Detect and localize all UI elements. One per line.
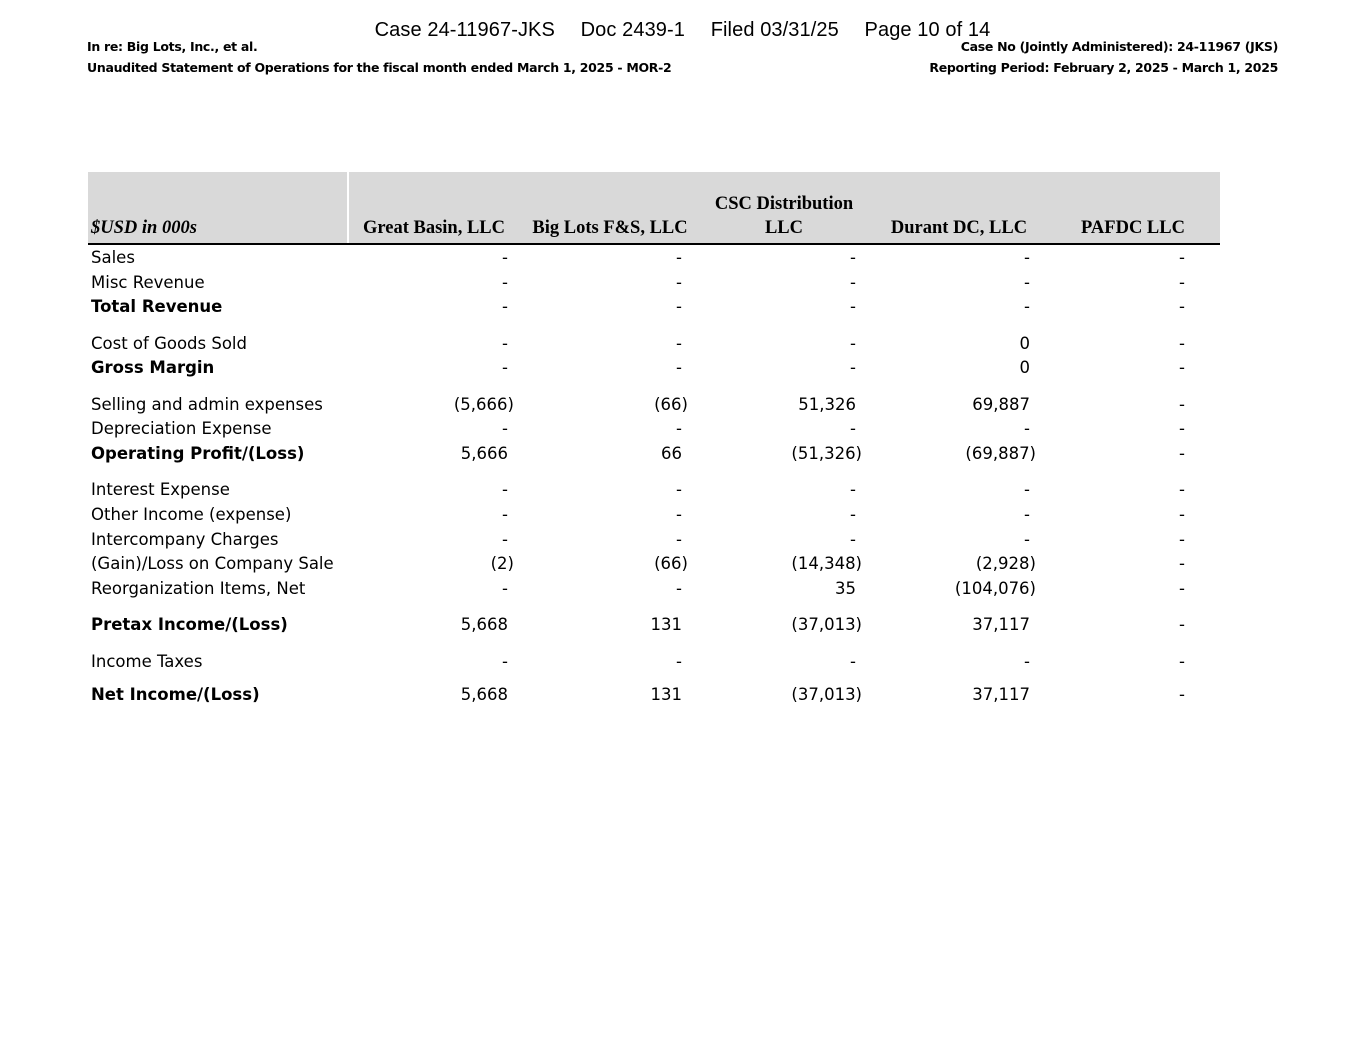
column-header-durant-dc: Durant DC, LLC <box>890 218 1028 238</box>
table-cell: 5,668 <box>460 685 508 704</box>
table-cell: 5,668 <box>460 615 508 634</box>
table-cell: - <box>1179 419 1185 438</box>
table-cell: (5,666) <box>453 395 514 414</box>
row-label: Operating Profit/(Loss) <box>91 444 305 463</box>
column-header-big-lots-fs: Big Lots F&S, LLC <box>532 218 688 238</box>
table-cell: - <box>1179 358 1185 377</box>
table-cell: 37,117 <box>972 615 1030 634</box>
row-label: (Gain)/Loss on Company Sale <box>91 554 334 573</box>
table-row <box>88 271 1220 295</box>
table-row <box>88 295 1220 319</box>
table-cell: - <box>1024 652 1030 671</box>
table-cell: - <box>502 358 508 377</box>
row-label: Interest Expense <box>91 480 230 499</box>
table-header <box>88 172 1220 245</box>
table-cell: - <box>1179 554 1185 573</box>
table-cell: - <box>502 652 508 671</box>
table-cell: - <box>850 419 856 438</box>
row-label: Misc Revenue <box>91 273 205 292</box>
table-cell: - <box>502 579 508 598</box>
table-cell: - <box>502 480 508 499</box>
table-row <box>88 246 1220 270</box>
table-row <box>88 417 1220 441</box>
row-label: Net Income/(Loss) <box>91 685 260 704</box>
table-cell: - <box>850 248 856 267</box>
table-cell: - <box>1179 579 1185 598</box>
table-cell: 66 <box>661 444 682 463</box>
table-cell: - <box>676 248 682 267</box>
table-cell: - <box>502 419 508 438</box>
row-label: Total Revenue <box>91 297 223 316</box>
table-cell: (2,928) <box>975 554 1036 573</box>
table-row <box>88 650 1220 674</box>
table-cell: 131 <box>650 615 682 634</box>
table-row <box>88 393 1220 417</box>
table-cell: (2) <box>490 554 514 573</box>
table-cell: (51,326) <box>791 444 862 463</box>
table-cell: 5,666 <box>460 444 508 463</box>
table-cell: - <box>502 530 508 549</box>
table-cell: - <box>676 505 682 524</box>
table-cell: - <box>676 297 682 316</box>
table-cell: - <box>1024 419 1030 438</box>
table-cell: - <box>1024 480 1030 499</box>
row-label: Selling and admin expenses <box>91 395 323 414</box>
column-header-csc-line2: LLC <box>764 218 804 238</box>
table-cell: - <box>850 530 856 549</box>
table-cell: - <box>676 652 682 671</box>
table-cell: - <box>850 334 856 353</box>
header-reporting-period: Reporting Period: February 2, 2025 - March 1, 2025 <box>929 60 1278 75</box>
statement-of-operations-table <box>88 172 1220 704</box>
table-cell: - <box>1024 505 1030 524</box>
column-header-pafdc: PAFDC LLC <box>1081 218 1185 238</box>
table-cell: (37,013) <box>791 615 862 634</box>
unit-label: $USD in 000s <box>91 218 197 238</box>
table-cell: 131 <box>650 685 682 704</box>
header-case-no: Case No (Jointly Administered): 24-11967 (JKS) <box>960 39 1278 54</box>
row-label: Cost of Goods Sold <box>91 334 247 353</box>
table-cell: - <box>1179 273 1185 292</box>
table-cell: - <box>676 480 682 499</box>
column-header-csc-line1: CSC Distribution <box>714 194 854 214</box>
table-cell: - <box>850 273 856 292</box>
table-row <box>88 332 1220 356</box>
table-cell: - <box>1024 530 1030 549</box>
table-cell: 69,887 <box>972 395 1030 414</box>
table-cell: - <box>1179 530 1185 549</box>
table-cell: (104,076) <box>954 579 1036 598</box>
column-header-csc-distribution <box>694 192 874 240</box>
table-cell: - <box>676 358 682 377</box>
table-cell: - <box>502 505 508 524</box>
table-cell: - <box>1024 273 1030 292</box>
table-cell: - <box>850 652 856 671</box>
column-header-great-basin: Great Basin, LLC <box>362 218 506 238</box>
table-row <box>88 683 1220 707</box>
table-cell: - <box>850 505 856 524</box>
table-cell: - <box>850 297 856 316</box>
table-cell: 0 <box>1019 358 1030 377</box>
row-label: Gross Margin <box>91 358 215 377</box>
table-cell: 51,326 <box>798 395 856 414</box>
table-cell: - <box>1179 615 1185 634</box>
table-cell: - <box>1179 297 1185 316</box>
table-cell: - <box>502 273 508 292</box>
row-label: Intercompany Charges <box>91 530 279 549</box>
table-cell: - <box>502 297 508 316</box>
table-cell: - <box>676 530 682 549</box>
table-cell: - <box>1179 652 1185 671</box>
table-cell: - <box>1179 248 1185 267</box>
row-label: Reorganization Items, Net <box>91 579 306 598</box>
table-row <box>88 577 1220 601</box>
table-row <box>88 478 1220 502</box>
table-cell: (69,887) <box>965 444 1036 463</box>
table-cell: - <box>850 480 856 499</box>
table-row <box>88 552 1220 576</box>
row-label: Sales <box>91 248 135 267</box>
table-cell: - <box>850 358 856 377</box>
table-cell: - <box>1024 248 1030 267</box>
row-label: Income Taxes <box>91 652 203 671</box>
table-cell: - <box>1179 334 1185 353</box>
table-cell: - <box>676 579 682 598</box>
header-statement-title: Unaudited Statement of Operations for the fiscal month ended March 1, 2025 - MOR-2 <box>87 60 672 75</box>
table-cell: - <box>502 248 508 267</box>
row-label: Pretax Income/(Loss) <box>91 615 288 634</box>
row-label: Depreciation Expense <box>91 419 272 438</box>
table-row <box>88 613 1220 637</box>
table-cell: - <box>1179 395 1185 414</box>
table-cell: - <box>1179 444 1185 463</box>
table-row <box>88 356 1220 380</box>
page-number: Page 10 of 14 <box>864 19 991 41</box>
table-cell: - <box>1179 685 1185 704</box>
table-cell: 35 <box>835 579 856 598</box>
table-row <box>88 442 1220 466</box>
table-cell: - <box>1179 480 1185 499</box>
table-cell: (37,013) <box>791 685 862 704</box>
table-cell: (14,348) <box>791 554 862 573</box>
table-cell: - <box>1179 505 1185 524</box>
table-cell: 37,117 <box>972 685 1030 704</box>
table-row <box>88 503 1220 527</box>
table-cell: (66) <box>654 554 688 573</box>
table-cell: 0 <box>1019 334 1030 353</box>
table-cell: - <box>1024 297 1030 316</box>
header-debtor: In re: Big Lots, Inc., et al. <box>87 39 258 54</box>
table-cell: - <box>676 419 682 438</box>
table-cell: - <box>676 334 682 353</box>
table-row <box>88 528 1220 552</box>
row-label: Other Income (expense) <box>91 505 292 524</box>
case-number: Case 24-11967-JKS <box>374 19 555 41</box>
filed-date: Filed 03/31/25 <box>710 19 839 41</box>
table-cell: - <box>676 273 682 292</box>
table-cell: - <box>502 334 508 353</box>
doc-number: Doc 2439-1 <box>580 19 686 41</box>
header-divider <box>347 172 349 243</box>
table-cell: (66) <box>654 395 688 414</box>
